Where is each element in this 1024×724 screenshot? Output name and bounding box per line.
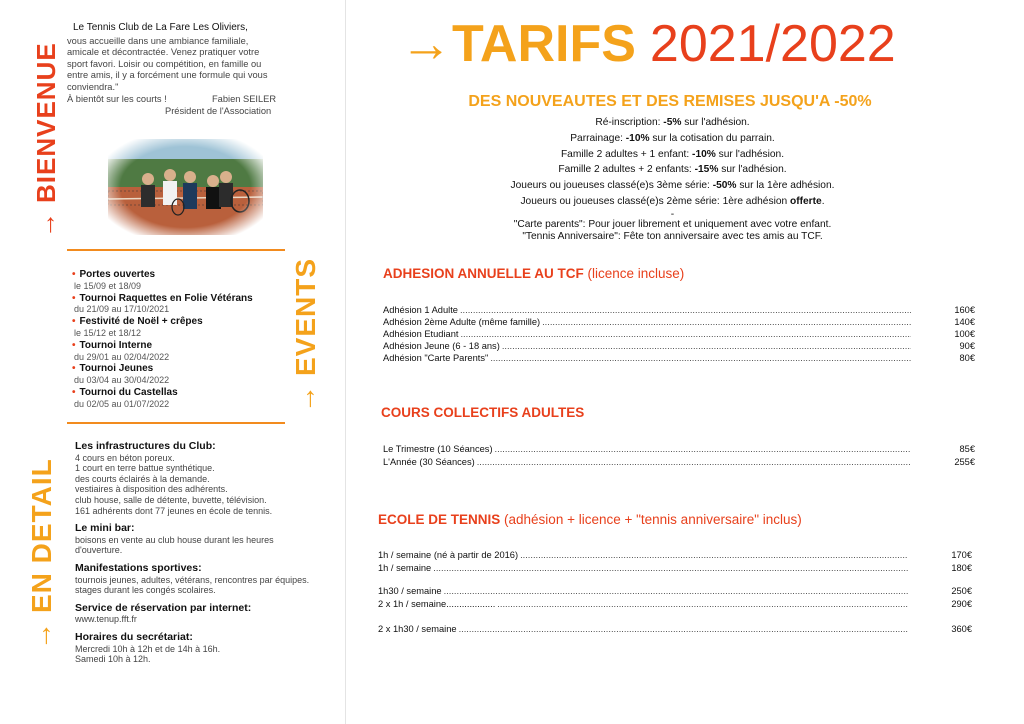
event-item: • Tournoi du Castellas bbox=[72, 386, 178, 398]
details-line: tournois jeunes, adultes, vétérans, rencontres par équipes. bbox=[75, 574, 310, 585]
details-line: Samedi 10h à 12h. bbox=[75, 654, 151, 665]
divider bbox=[67, 249, 285, 251]
bullet-icon: • bbox=[72, 339, 76, 351]
remises-list bbox=[420, 115, 925, 243]
price-row: L'Année (30 Séances) ..... 255€ bbox=[383, 456, 975, 468]
price-row: 1h / semaine (né à partir de 2016) ..... 170€ bbox=[378, 549, 972, 561]
details-line: boisons en vente au club house durant les heures bbox=[75, 534, 274, 545]
event-item: • Portes ouvertes bbox=[72, 269, 156, 280]
event-date: du 03/04 au 30/04/2022 bbox=[74, 375, 170, 386]
remise-line: "Carte parents": Pour jouer librement et uniquement avec votre enfant. bbox=[513, 218, 832, 230]
club-photo bbox=[108, 139, 263, 235]
details-line: 161 adhérents dont 77 jeunes en école de tennis. bbox=[75, 505, 273, 516]
divider bbox=[67, 422, 285, 424]
details-line: d'ouverture. bbox=[75, 545, 123, 556]
bullet-icon: • bbox=[72, 292, 76, 304]
price-row: Adhésion Jeune (6 - 18 ans) ..... 90€ bbox=[383, 340, 975, 352]
details-heading: Manifestations sportives: bbox=[75, 561, 202, 574]
ecole-title: ECOLE DE TENNIS (adhésion + licence + "tennis anniversaire" inclus) bbox=[378, 512, 802, 527]
intro-text bbox=[67, 22, 289, 117]
details-heading: Les infrastructures du Club: bbox=[75, 440, 216, 452]
details-line: club house, salle de détente, buvette, télévision. bbox=[75, 494, 267, 505]
intro-line: entre amis, il y a forcément une formule qui vous bbox=[67, 70, 268, 81]
price-row: 1h / semaine ..... 180€ bbox=[378, 562, 972, 574]
event-item: • Tournoi Raquettes en Folie Vétérans bbox=[72, 292, 253, 304]
price-row: Adhésion Etudiant ..... 100€ bbox=[383, 328, 975, 340]
details-line: Mercredi 10h à 12h et de 14h à 16h. bbox=[75, 643, 221, 654]
bullet-icon: • bbox=[72, 316, 76, 328]
bullet-icon: • bbox=[72, 386, 76, 398]
event-item: • Festivité de Noël + crêpes bbox=[72, 316, 203, 328]
intro-line: amicale et décontractée. Venez pratiquer votre bbox=[67, 47, 260, 58]
remise-line: Famille 2 adultes + 1 enfant: -10% sur l'adhésion. bbox=[560, 148, 785, 160]
bienvenue-title: →BIENVENUE bbox=[31, 42, 61, 238]
arrow-right-icon: → bbox=[26, 621, 57, 650]
price-row: 2 x 1h30 / semaine ..... 360€ bbox=[378, 623, 972, 635]
price-row: 2 x 1h / semaine................... ..... 290€ bbox=[378, 598, 972, 610]
remise-line: Joueurs ou joueuses classé(e)s 3ème série: -50% sur la 1ère adhésion. bbox=[510, 180, 835, 192]
details-line: stages durant les congés scolaires. bbox=[75, 585, 216, 596]
tarifs-word: TARIFS bbox=[452, 15, 636, 73]
remise-line: Famille 2 adultes + 2 enfants: -15% sur l'adhésion. bbox=[558, 164, 787, 176]
details-block bbox=[75, 441, 325, 665]
en-detail-title: →EN DETAIL bbox=[26, 458, 57, 650]
event-date: le 15/12 et 18/12 bbox=[74, 327, 142, 338]
price-row: Adhésion 1 Adulte ..... 160€ bbox=[383, 304, 975, 316]
event-date: le 15/09 et 18/09 bbox=[74, 280, 142, 291]
event-date: du 29/01 au 02/04/2022 bbox=[74, 351, 170, 362]
details-heading: Horaires du secrétariat: bbox=[75, 630, 193, 643]
intro-line: À bientôt sur les courts ! bbox=[67, 93, 167, 104]
arrow-right-icon: → bbox=[400, 15, 452, 73]
intro-line: conviendra." bbox=[67, 81, 119, 92]
intro-line: vous accueille dans une ambiance familiale, bbox=[67, 35, 249, 46]
remise-line: "Tennis Anniversaire": Fête ton anniversaire avec tes amis au TCF. bbox=[522, 230, 823, 242]
price-row: Le Trimestre (10 Séances) ..... 85€ bbox=[383, 443, 975, 455]
intro-line: sport favori. Loisir ou compétition, en famille ou bbox=[67, 58, 262, 69]
remise-line: Joueurs ou joueuses classé(e)s 2ème série: 1ère adhésion offerte. bbox=[520, 195, 825, 207]
cours-title: COURS COLLECTIFS ADULTES bbox=[381, 405, 585, 420]
intro-title: Le Tennis Club de La Fare Les Oliviers, bbox=[73, 22, 248, 33]
event-date: du 02/05 au 01/07/2022 bbox=[74, 398, 170, 409]
remise-line: Ré-inscription: -5% sur l'adhésion. bbox=[595, 117, 750, 128]
events-title: →EVENTS bbox=[290, 257, 321, 413]
price-row: Adhésion 2ème Adulte (même famille) ..... 140€ bbox=[383, 316, 975, 328]
remises-title: DES NOUVEAUTES ET DES REMISES JUSQU'A -50% bbox=[468, 93, 872, 110]
details-line: des courts éclairés à la demande. bbox=[75, 473, 210, 484]
events-list bbox=[72, 269, 282, 411]
details-link[interactable]: www.tenup.fft.fr bbox=[75, 614, 137, 625]
fold-line bbox=[345, 0, 346, 724]
details-heading: Service de réservation par internet: bbox=[75, 601, 252, 614]
event-item: • Tournoi Interne bbox=[72, 339, 153, 351]
details-line: 4 cours en béton poreux. bbox=[75, 452, 175, 463]
tarifs-year: 2021/2022 bbox=[649, 15, 896, 73]
adhesion-title: ADHESION ANNUELLE AU TCF (licence incluse) bbox=[383, 266, 685, 281]
details-line: 1 court en terre battue synthétique. bbox=[75, 463, 215, 474]
signature-name: Fabien SEILER bbox=[212, 94, 277, 105]
details-heading: Le mini bar: bbox=[75, 522, 135, 535]
signature-role: Président de l'Association bbox=[165, 105, 272, 116]
bullet-icon: • bbox=[72, 363, 76, 375]
bullet-icon: • bbox=[72, 269, 76, 280]
remise-separator: - bbox=[670, 208, 675, 220]
price-row: 1h30 / semaine ..... 250€ bbox=[378, 585, 972, 597]
details-line: vestiaires à disposition des adhérents. bbox=[75, 484, 228, 495]
arrow-right-icon: → bbox=[31, 211, 61, 238]
remise-line: Parrainage: -10% sur la cotisation du parrain. bbox=[570, 132, 775, 144]
event-item: • Tournoi Jeunes bbox=[72, 363, 154, 375]
price-row: Adhésion "Carte Parents" ..... 80€ bbox=[383, 352, 975, 364]
event-date: du 21/09 au 17/10/2021 bbox=[74, 304, 170, 315]
arrow-right-icon: → bbox=[290, 384, 321, 413]
tarifs-title bbox=[400, 14, 896, 74]
